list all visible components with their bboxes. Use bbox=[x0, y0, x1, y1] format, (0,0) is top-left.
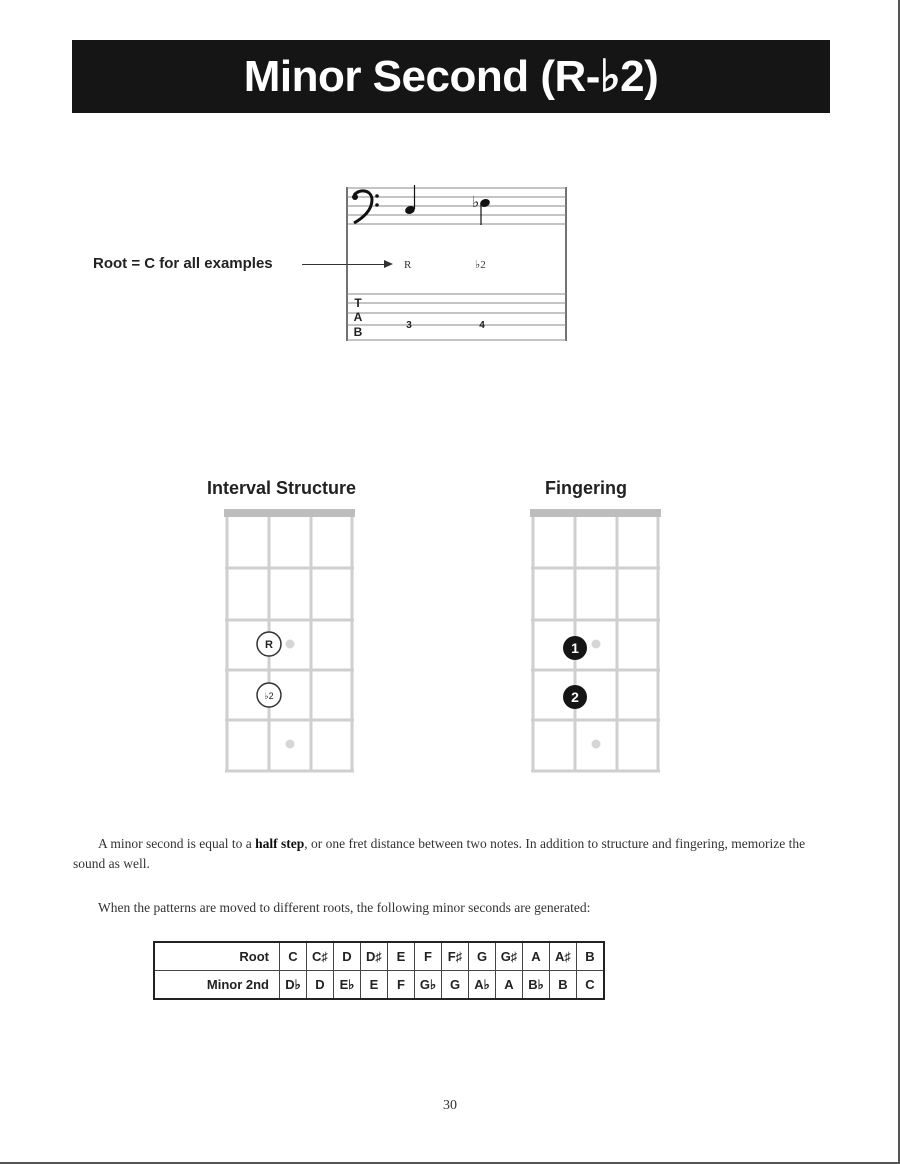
half-step-emphasis: half step bbox=[255, 836, 305, 851]
tab-fret-flat2: 4 bbox=[479, 320, 485, 331]
table-cell: B bbox=[550, 971, 577, 1000]
table-cell: B bbox=[577, 942, 605, 971]
finger-two-marker-icon bbox=[563, 685, 587, 709]
svg-text:R: R bbox=[265, 639, 273, 651]
table-cell: C bbox=[280, 942, 307, 971]
svg-text:♭2: ♭2 bbox=[264, 691, 274, 701]
page-number: 30 bbox=[443, 1098, 457, 1113]
fingering-fretboard bbox=[526, 506, 664, 776]
root-marker-icon bbox=[257, 632, 281, 656]
table-row-root bbox=[154, 942, 604, 971]
bass-clef-icon bbox=[352, 191, 379, 223]
fret-dot-icon bbox=[286, 740, 295, 749]
table-cell: D♭ bbox=[280, 971, 307, 1000]
table-cell: B♭ bbox=[523, 971, 550, 1000]
table-cell: D♯ bbox=[361, 942, 388, 971]
table-cell: A bbox=[523, 942, 550, 971]
interval-label-root: R bbox=[404, 259, 412, 271]
note-flat-second bbox=[472, 193, 491, 225]
tab-letter-t: T bbox=[354, 296, 362, 310]
table-cell: E♭ bbox=[334, 971, 361, 1000]
table-cell: D bbox=[307, 971, 334, 1000]
title-banner bbox=[72, 40, 830, 113]
paragraph-patterns: When the patterns are moved to different roots, the following minor seconds are generated: bbox=[98, 900, 591, 915]
fret-dot-icon bbox=[286, 640, 295, 649]
table-cell: G♭ bbox=[415, 971, 442, 1000]
fret-dot-icon bbox=[592, 640, 601, 649]
table-cell: C bbox=[577, 971, 605, 1000]
table-cell: G bbox=[469, 942, 496, 971]
table-cell: G bbox=[442, 971, 469, 1000]
notation-staff bbox=[346, 185, 568, 343]
table-cell: A♭ bbox=[469, 971, 496, 1000]
finger-one-marker-icon bbox=[563, 636, 587, 660]
table-cell: E bbox=[388, 942, 415, 971]
root-note-label: Root = C for all examples bbox=[93, 255, 273, 272]
fret-dot-icon bbox=[592, 740, 601, 749]
tab-letter-b: B bbox=[353, 325, 363, 339]
table-cell: D bbox=[334, 942, 361, 971]
row-header-minor-second: Minor 2nd bbox=[154, 971, 280, 1000]
tab-fret-root: 3 bbox=[406, 320, 412, 331]
interval-label-flat2: ♭2 bbox=[475, 259, 486, 271]
svg-text:♭: ♭ bbox=[472, 193, 480, 211]
table-cell: F bbox=[415, 942, 442, 971]
table-cell: A♯ bbox=[550, 942, 577, 971]
flat-second-marker-icon bbox=[257, 683, 281, 707]
interval-fretboard bbox=[220, 506, 358, 776]
table-cell: G♯ bbox=[496, 942, 523, 971]
page-title: Minor Second (R-♭2) bbox=[243, 52, 659, 101]
row-header-root: Root bbox=[154, 942, 280, 971]
svg-text:1: 1 bbox=[571, 640, 579, 656]
tab-letter-a: A bbox=[353, 310, 363, 324]
table-cell: A bbox=[496, 971, 523, 1000]
fingering-title: Fingering bbox=[545, 478, 627, 498]
note-root bbox=[404, 185, 416, 215]
minor-second-table bbox=[153, 941, 605, 1000]
table-row-minor-second bbox=[154, 971, 604, 1000]
svg-text:2: 2 bbox=[571, 689, 579, 705]
table-cell: C♯ bbox=[307, 942, 334, 971]
interval-structure-title: Interval Structure bbox=[207, 478, 357, 498]
paragraph-half-step: A minor second is equal to a half step, or one fret distance between two notes. In addition to structure and fingering, memorize the sound as well. bbox=[73, 836, 806, 871]
table-cell: F♯ bbox=[442, 942, 469, 971]
table-cell: F bbox=[388, 971, 415, 1000]
table-cell: E bbox=[361, 971, 388, 1000]
